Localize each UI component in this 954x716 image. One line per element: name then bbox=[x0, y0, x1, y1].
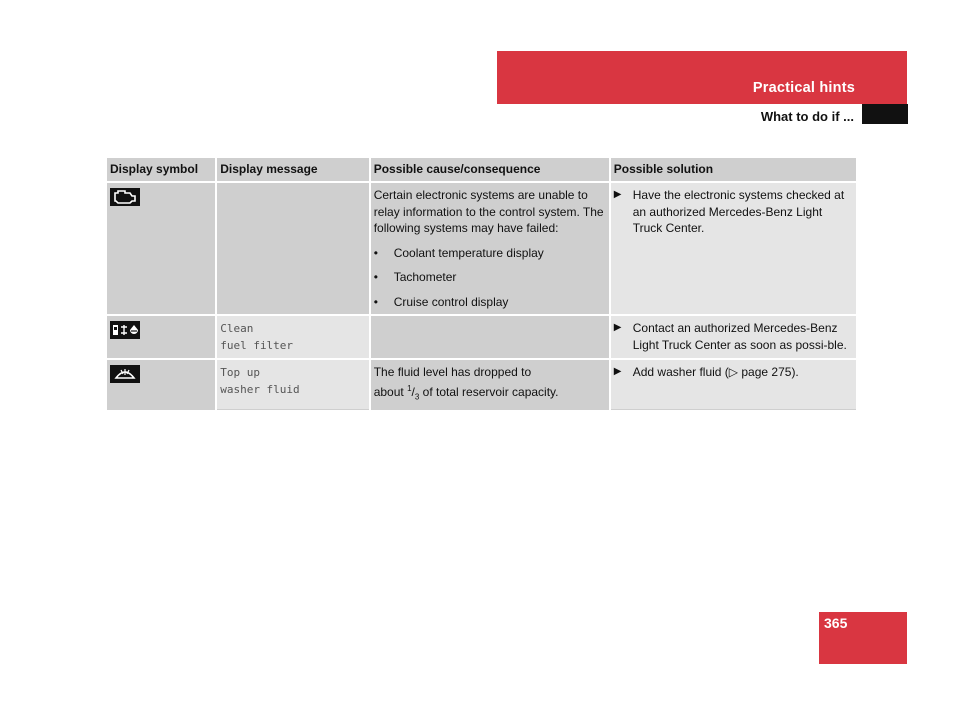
washer-fluid-icon bbox=[110, 365, 140, 388]
hints-table bbox=[107, 158, 856, 410]
page-reference-icon: ▷ bbox=[728, 365, 739, 379]
message-cell bbox=[216, 359, 370, 410]
column-header: Display symbol bbox=[107, 158, 216, 182]
symbol-cell bbox=[107, 315, 216, 359]
display-message-line: fuel filter bbox=[220, 339, 294, 352]
subsection-title: What to do if ... bbox=[760, 109, 854, 124]
cause-cell bbox=[370, 359, 610, 410]
arrow-right-icon: ▶ bbox=[613, 189, 622, 200]
section-tab-marker bbox=[862, 104, 908, 124]
header-banner bbox=[497, 51, 907, 104]
section-title: Practical hints bbox=[752, 80, 855, 96]
message-cell bbox=[216, 182, 370, 315]
list-item: • Coolant temperature display bbox=[373, 245, 544, 260]
table-header-row bbox=[107, 158, 856, 182]
solution-cell bbox=[610, 359, 856, 410]
solution-cell bbox=[610, 315, 856, 359]
solution-cell bbox=[610, 182, 856, 315]
cause-text: Certain electronic systems are unable to relay information to the control system. The following systems may have failed: bbox=[373, 188, 604, 235]
display-message-line: Top up bbox=[220, 366, 260, 379]
cause-text: The fluid level has dropped to bbox=[373, 365, 532, 379]
table-row bbox=[107, 359, 856, 410]
display-message-line: Clean bbox=[220, 322, 254, 335]
solution-text: Add washer fluid (▷ page 275). bbox=[632, 365, 799, 379]
table-row bbox=[107, 182, 856, 315]
page-reference-link[interactable]: page 275 bbox=[741, 365, 792, 379]
page-number: 365 bbox=[824, 615, 848, 631]
cause-cell bbox=[370, 182, 610, 315]
message-cell bbox=[216, 315, 370, 359]
display-message-line: washer fluid bbox=[220, 383, 300, 396]
arrow-right-icon: ▶ bbox=[613, 322, 622, 333]
table-row bbox=[107, 315, 856, 359]
column-header: Display message bbox=[216, 158, 370, 182]
symbol-cell bbox=[107, 182, 216, 315]
column-header: Possible solution bbox=[610, 158, 856, 182]
fuel-filter-icon bbox=[110, 321, 140, 344]
symbol-cell bbox=[107, 359, 216, 410]
arrow-right-icon: ▶ bbox=[613, 366, 622, 377]
engine-check-icon bbox=[110, 188, 140, 211]
solution-text: Have the electronic systems checked at an authorized Mercedes-Benz Light Truck Center. bbox=[632, 188, 845, 235]
list-item: • Tachometer bbox=[373, 270, 457, 284]
cause-text: about $^1/_3$ of total reservoir capacity. bbox=[373, 383, 559, 401]
solution-text: Contact an authorized Mercedes-Benz Light Truck Center as soon as possi-ble. bbox=[632, 321, 847, 352]
column-header: Possible cause/consequence bbox=[370, 158, 610, 182]
list-item: • Cruise control display bbox=[373, 294, 509, 309]
cause-cell bbox=[370, 315, 610, 359]
